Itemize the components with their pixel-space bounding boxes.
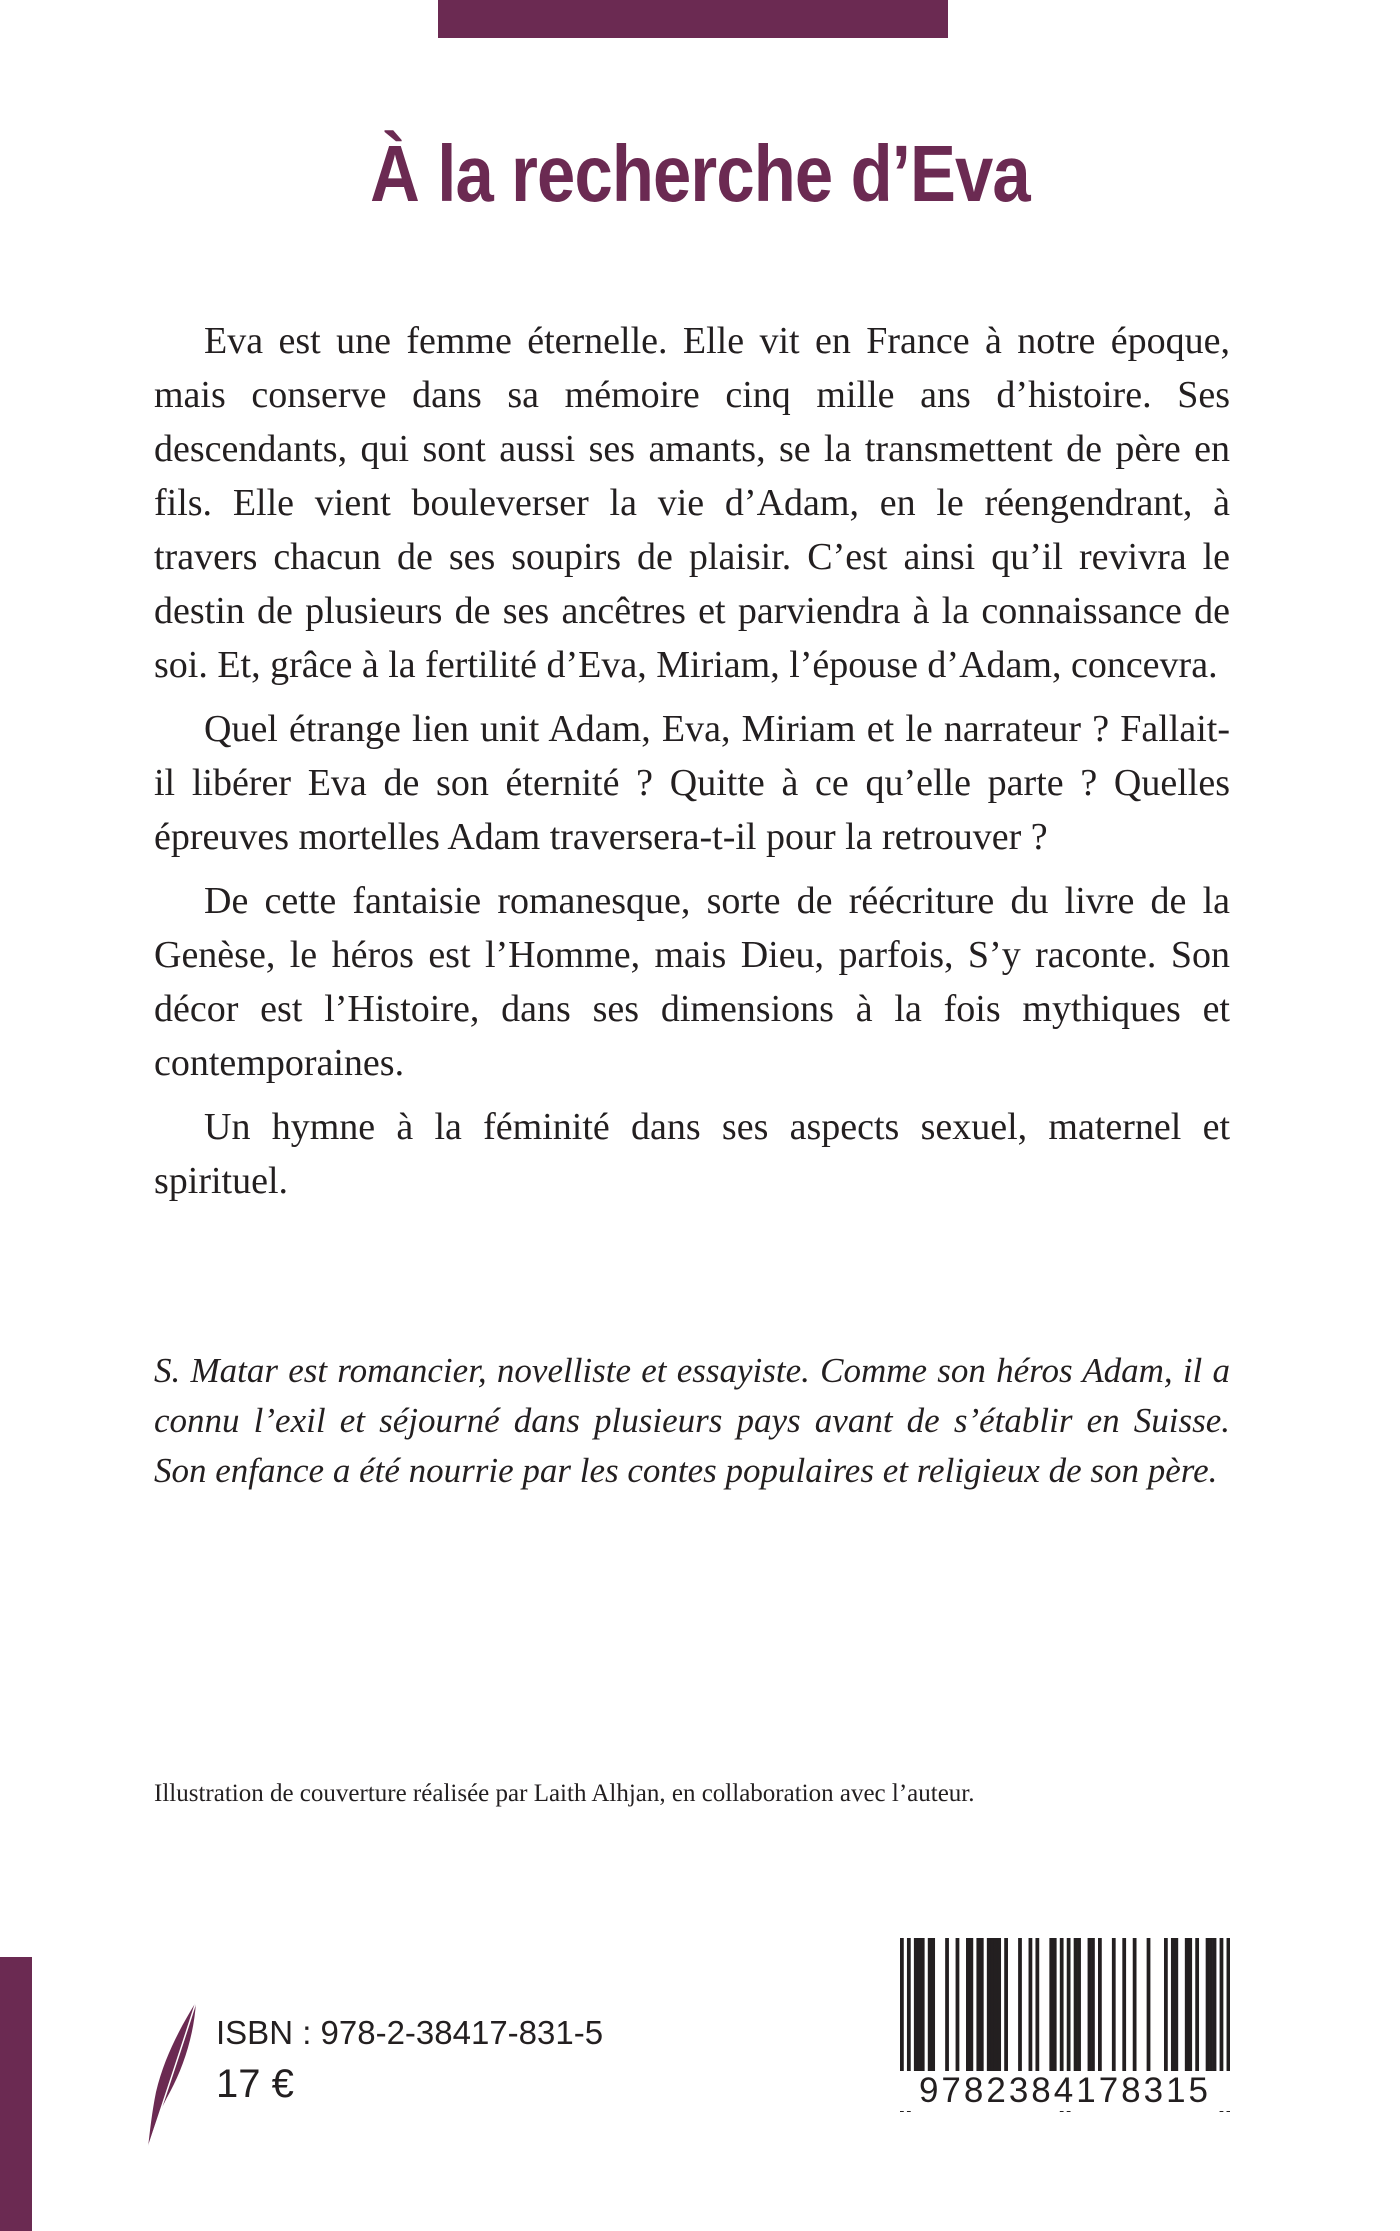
synopsis-paragraph: Quel étrange lien unit Adam, Eva, Miriam et le narrateur ? Fallait-il libérer Eva de son éternité ? Quitte à ce qu’elle parte ? Quelles épreuves mortelles Adam traversera-t-il pour la retrouver ? — [154, 708, 1230, 858]
author-bio: S. Matar est romancier, novelliste et essayiste. Comme son héros Adam, il a connu l’exil et séjourné dans plusieurs pays avant de s’établir en Suisse. Son enfance a été nourrie par les contes populaires et religieux de son père. — [154, 1351, 1230, 1490]
synopsis-paragraph: Un hymne à la féminité dans ses aspects sexuel, maternel et spirituel. — [154, 1106, 1230, 1202]
barcode-bar — [928, 1938, 932, 2072]
barcode-bar — [1098, 1938, 1102, 2072]
barcode-bar — [1122, 1938, 1126, 2072]
synopsis — [154, 314, 1230, 1218]
barcode-bar — [1213, 1938, 1217, 2072]
barcode-bar — [1053, 1938, 1057, 2072]
barcode-bar — [1133, 1938, 1137, 2072]
barcode-bar — [1018, 1938, 1022, 2072]
barcode-bar — [1029, 1938, 1033, 2072]
barcode-bar — [1049, 1938, 1053, 2072]
barcode-bar — [1195, 1938, 1199, 2072]
feather-icon — [144, 2000, 200, 2150]
barcode-digits: 9782384178315 — [900, 2071, 1230, 2111]
isbn: ISBN : 978-2-38417-831-5 — [216, 2014, 604, 2051]
barcode-bar — [1209, 1938, 1213, 2072]
barcode-bar — [997, 1938, 1001, 2072]
barcode-bar — [1088, 1938, 1092, 2072]
barcode-bar — [1185, 1938, 1189, 2072]
barcode-bar — [1147, 1938, 1151, 2072]
barcode-bar — [1074, 1938, 1078, 2072]
side-accent-bar — [0, 1957, 32, 2231]
barcode-bar — [980, 1938, 984, 2072]
barcode-bar — [1035, 1938, 1039, 2072]
barcode-bar — [1174, 1938, 1178, 2072]
synopsis-paragraph: Eva est une femme éternelle. Elle vit en France à notre époque, mais conserve dans sa mémoire cinq mille ans d’histoire. Ses descendants, qui sont aussi ses amants, se la transmettent de père en fils. Elle vient bouleverser la vie d’Adam, en le réengendrant, à travers chacun de ses soupirs de plaisir. C’est ainsi qu’il revivra le destin de plusieurs de ses ancêtres et parviendra à la connaissance de soi. Et, grâce à la fertilité d’Eva, Miriam, l’épouse d’Adam, concevra. — [154, 320, 1230, 686]
barcode-bar — [987, 1938, 991, 2072]
barcode-bar — [1077, 1938, 1081, 2072]
barcode-bar — [1091, 1938, 1095, 2072]
barcode-bar — [994, 1938, 998, 2072]
barcode-bar — [945, 1938, 949, 2072]
barcode-bar — [966, 1938, 970, 2072]
barcode-bar — [969, 1938, 973, 2072]
barcode-bar — [1206, 1938, 1210, 2072]
barcode-bar — [914, 1938, 918, 2072]
barcode-bar — [1171, 1938, 1175, 2072]
barcode-bar — [1164, 1938, 1168, 2072]
barcode-bar — [921, 1938, 925, 2072]
barcode-bar — [1112, 1938, 1116, 2072]
barcode-bar — [990, 1938, 994, 2072]
synopsis-paragraph: De cette fantaisie romanesque, sorte de réécriture du livre de la Genèse, le héros est l’Homme, mais Dieu, parfois, S’y raconte. Son décor est l’Histoire, dans ses dimensions à la fois mythiques et contemporaines. — [154, 880, 1230, 1084]
illustration-credit: Illustration de couverture réalisée par Laith Alhjan, en collaboration avec l’auteur. — [154, 1780, 975, 1807]
barcode-bar — [1004, 1938, 1008, 2072]
barcode-bar — [976, 1938, 980, 2072]
barcode-bar — [917, 1938, 921, 2072]
barcode-bar — [1188, 1938, 1192, 2072]
top-accent-bar — [438, 0, 948, 38]
barcode-bar — [956, 1938, 960, 2072]
price: 17 € — [216, 2062, 294, 2106]
book-title: À la recherche d’Eva — [370, 129, 1030, 218]
barcode-bar — [931, 1938, 935, 2072]
